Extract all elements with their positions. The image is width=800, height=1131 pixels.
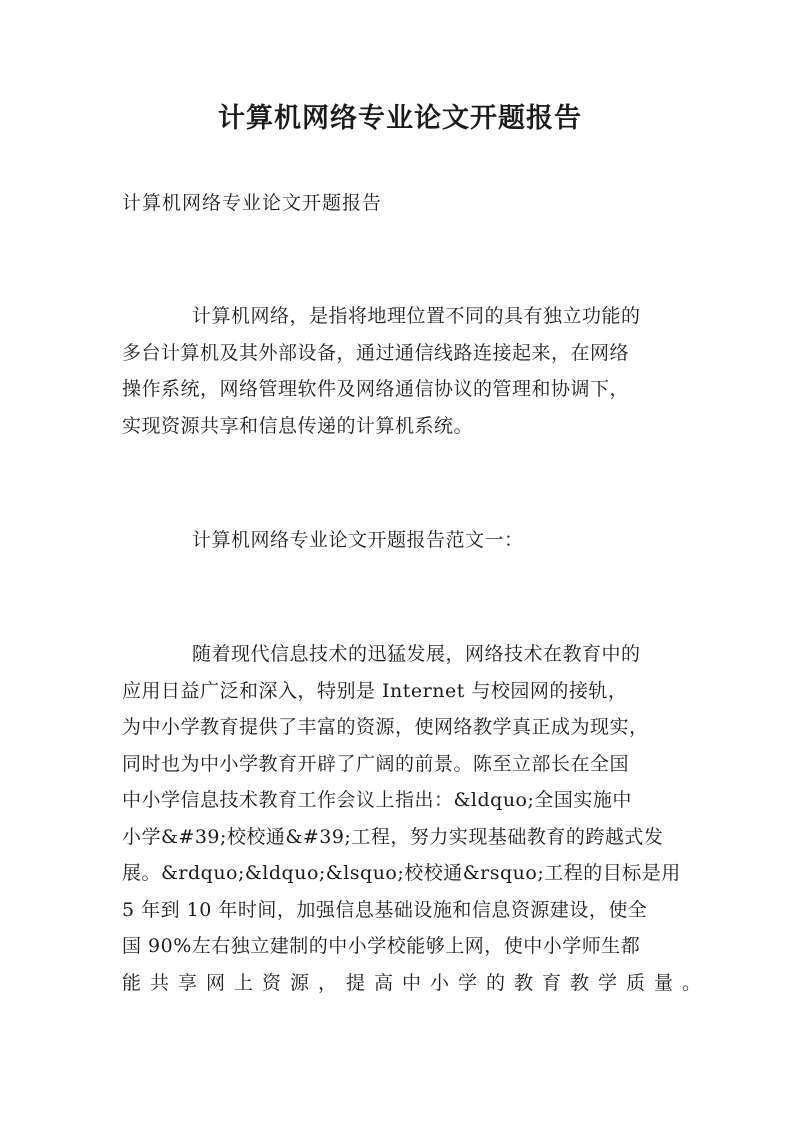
paragraph-definition	[122, 298, 682, 444]
paragraph-body	[122, 636, 711, 1001]
paragraph-line: 能共享网上资源，提高中小学的教育教学质量。	[122, 971, 711, 994]
paragraph-line: 实现资源共享和信息传递的计算机系统。	[122, 414, 474, 437]
document-title: 计算机网络专业论文开题报告	[218, 103, 582, 134]
section-heading-sample-one	[122, 522, 682, 559]
paragraph-line: 多台计算机及其外部设备，通过通信线路连接起来，在网络	[122, 341, 630, 364]
paragraph-line: 国 90%左右独立建制的中小学校能够上网，使中小学师生都	[122, 935, 641, 957]
paragraph-line: 应用日益广泛和深入，特别是 Internet 与校园网的接轨，	[122, 679, 628, 702]
paragraph-line: 随着现代信息技术的迅猛发展，网络技术在教育中的	[192, 643, 641, 665]
paragraph-line: 同时也为中小学教育开辟了广阔的前景。陈至立部长在全国	[122, 752, 630, 775]
paragraph-line: 小学&#39;校校通&#39;工程，努力实现基础教育的跨越式发	[122, 825, 664, 848]
paragraph-line: 中小学信息技术教育工作会议上指出：&ldquo;全国实施中	[122, 789, 632, 811]
paragraph-line: 为中小学教育提供了丰富的资源，使网络教学真正成为现实，	[122, 716, 649, 738]
paragraph-line: 计算机网络，是指将地理位置不同的具有独立功能的	[192, 305, 641, 327]
paragraph-line: 计算机网络专业论文开题报告范文一：	[192, 529, 524, 551]
paragraph-line: 操作系统，网络管理软件及网络通信协议的管理和协调下，	[122, 378, 630, 400]
paragraph-line: 展。&rdquo;&ldquo;&lsquo;校校通&rsquo;工程的目标是用	[122, 862, 681, 884]
document-subtitle: 计算机网络专业论文开题报告	[122, 192, 383, 214]
paragraph-line: 5 年到 10 年时间，加强信息基础设施和信息资源建设，使全	[122, 898, 648, 921]
